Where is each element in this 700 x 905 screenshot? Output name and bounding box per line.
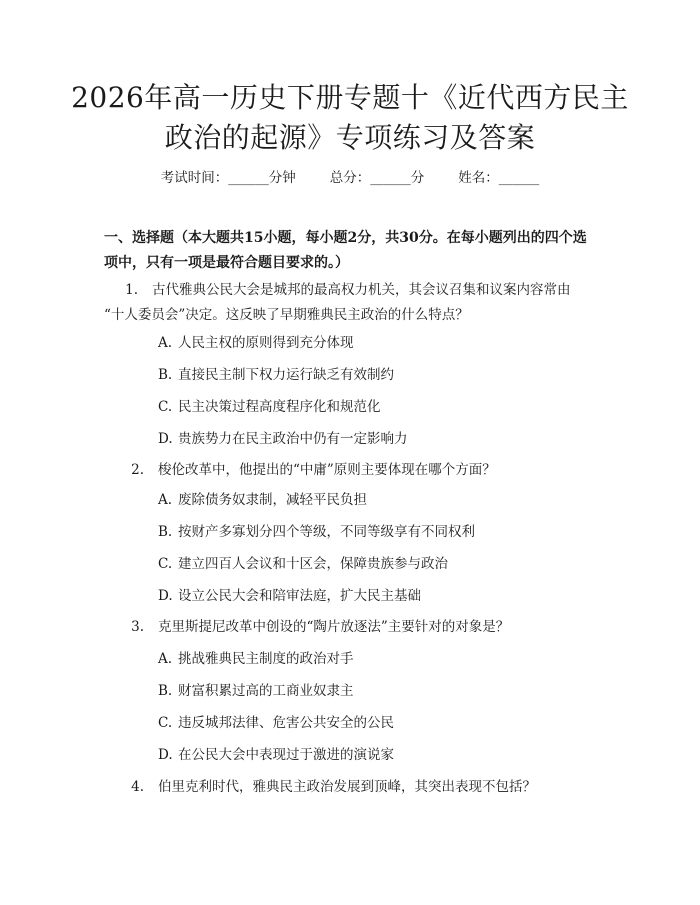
option-letter: A. bbox=[158, 492, 173, 508]
question-1-option-c bbox=[158, 397, 381, 417]
question-text-line-2: “十人委员会”决定。这反映了早期雅典民主政治的什么特点？ bbox=[104, 307, 469, 323]
option-text: 挑战雅典民主制度的政治对手 bbox=[178, 651, 354, 667]
total-score-label: 总分：______分 bbox=[329, 170, 425, 186]
question-3-option-a bbox=[158, 649, 354, 669]
option-letter: C. bbox=[158, 556, 173, 572]
question-1-option-d bbox=[158, 429, 408, 449]
option-text: 民主决策过程高度程序化和规范化 bbox=[178, 399, 381, 415]
question-text-line-1: 梭伦改革中，他提出的“中庸”原则主要体现在哪个方面？ bbox=[158, 462, 496, 478]
option-letter: D. bbox=[158, 588, 173, 604]
page-title bbox=[60, 78, 640, 158]
section-heading bbox=[104, 226, 624, 276]
option-letter: B. bbox=[158, 367, 173, 383]
section-heading-line-1: 一、选择题（本大题共15小题，每小题2分，共30分。在每小题列出的四个选 bbox=[104, 230, 587, 246]
question-2-option-c bbox=[158, 554, 448, 574]
question-1-option-b bbox=[158, 365, 394, 385]
question-number: 4. bbox=[131, 779, 144, 795]
question-3-option-c bbox=[158, 713, 394, 733]
option-letter: C. bbox=[158, 399, 173, 415]
question-number: 3. bbox=[131, 619, 144, 635]
option-text: 财富积累过高的工商业奴隶主 bbox=[178, 683, 354, 699]
option-letter: D. bbox=[158, 431, 173, 447]
option-text: 直接民主制下权力运行缺乏有效制约 bbox=[178, 367, 394, 383]
question-2 bbox=[104, 458, 624, 483]
title-line-1: 2026年高一历史下册专题十《近代西方民主 bbox=[71, 81, 629, 114]
question-text-line-1: 古代雅典公民大会是城邦的最高权力机关，其会议召集和议案内容常由 bbox=[152, 282, 571, 298]
question-text-line-1: 克里斯提尼改革中创设的“陶片放逐法”主要针对的对象是？ bbox=[158, 619, 510, 635]
title-line-2: 政治的起源》专项练习及答案 bbox=[164, 121, 536, 154]
option-letter: A. bbox=[158, 651, 173, 667]
option-text: 违反城邦法律、危害公共安全的公民 bbox=[178, 715, 394, 731]
option-text: 人民主权的原则得到充分体现 bbox=[178, 335, 354, 351]
question-3-option-b bbox=[158, 681, 354, 701]
question-1-option-a bbox=[158, 333, 354, 353]
option-letter: A. bbox=[158, 335, 173, 351]
exam-time-label: 考试时间：______分钟 bbox=[160, 170, 296, 186]
option-text: 废除债务奴隶制，减轻平民负担 bbox=[178, 492, 367, 508]
student-name-label: 姓名：______ bbox=[458, 170, 540, 186]
question-number: 1. bbox=[125, 282, 138, 298]
question-4 bbox=[104, 775, 624, 800]
question-1 bbox=[104, 278, 624, 328]
option-text: 在公民大会中表现过于激进的演说家 bbox=[178, 747, 394, 763]
question-2-option-d bbox=[158, 586, 421, 606]
option-letter: B. bbox=[158, 683, 173, 699]
section-heading-line-2: 项中，只有一项是最符合题目要求的。） bbox=[104, 255, 349, 271]
question-number: 2. bbox=[131, 462, 144, 478]
question-2-option-a bbox=[158, 490, 367, 510]
option-text: 建立四百人会议和十区会，保障贵族参与政治 bbox=[178, 556, 448, 572]
option-text: 设立公民大会和陪审法庭，扩大民主基础 bbox=[178, 588, 421, 604]
question-2-option-b bbox=[158, 522, 475, 542]
question-text-line-1: 伯里克利时代，雅典民主政治发展到顶峰，其突出表现不包括？ bbox=[158, 779, 536, 795]
option-letter: D. bbox=[158, 747, 173, 763]
option-text: 按财产多寡划分四个等级，不同等级享有不同权利 bbox=[178, 524, 475, 540]
question-3 bbox=[104, 615, 624, 640]
option-text: 贵族势力在民主政治中仍有一定影响力 bbox=[178, 431, 408, 447]
exam-info bbox=[0, 168, 700, 188]
option-letter: C. bbox=[158, 715, 173, 731]
option-letter: B. bbox=[158, 524, 173, 540]
question-3-option-d bbox=[158, 745, 394, 765]
